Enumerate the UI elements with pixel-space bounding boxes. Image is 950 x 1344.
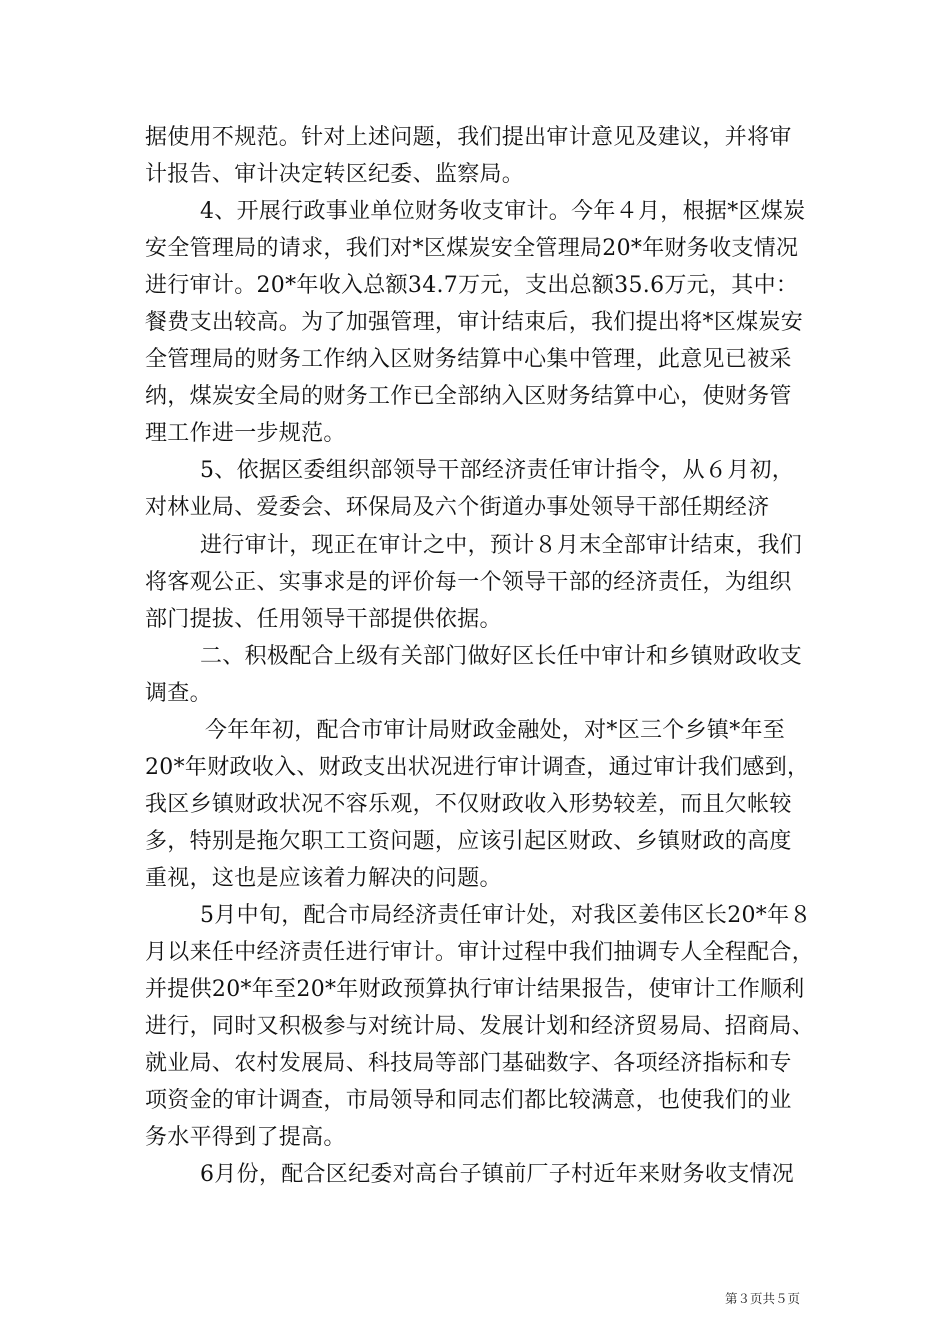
text-line: 5月中旬，配合市局经济责任审计处，对我区姜伟区长20*年８ (200, 903, 812, 928)
text-line: 我区乡镇财政状况不容乐观，不仅财政收入形势较差，而且欠帐较 (145, 792, 792, 817)
section-heading: 调查。 (145, 681, 212, 706)
text-line: 理工作进一步规范。 (145, 421, 346, 446)
text-line: 纳，煤炭安全局的财务工作已全部纳入区财务结算中心，使财务管 (145, 384, 792, 409)
text-line: 进行，同时又积极参与对统计局、发展计划和经济贸易局、招商局、 (145, 1014, 815, 1039)
text-line: 月以来任中经济责任进行审计。审计过程中我们抽调专人全程配合， (145, 940, 815, 965)
text-line: 对林业局、爱委会、环保局及六个街道办事处领导干部任期经济 (145, 495, 770, 520)
section-heading: 二、积极配合上级有关部门做好区长任中审计和乡镇财政收支 (200, 644, 803, 669)
text-line: 项资金的审计调查，市局领导和同志们都比较满意，也使我们的业 (145, 1088, 792, 1113)
text-line: 进行审计。20*年收入总额34.7万元，支出总额35.6万元，其中： (145, 273, 799, 298)
text-line: 将客观公正、实事求是的评价每一个领导干部的经济责任，为组织 (145, 570, 792, 595)
text-line: 计报告、审计决定转区纪委、监察局。 (145, 162, 525, 187)
text-line: 今年年初，配合市审计局财政金融处，对*区三个乡镇*年至 (205, 718, 786, 743)
text-line: 6月份，配合区纪委对高台子镇前厂子村近年来财务收支情况 (200, 1162, 795, 1187)
text-line: 餐费支出较高。为了加强管理，审计结束后，我们提出将*区煤炭安 (145, 310, 804, 335)
text-line: 重视，这也是应该着力解决的问题。 (145, 866, 502, 891)
page-number: 第３页共５页 (724, 1291, 800, 1306)
text-line: 务水平得到了提高。 (145, 1125, 346, 1150)
text-line: 并提供20*年至20*年财政预算执行审计结果报告，使审计工作顺利 (145, 977, 805, 1002)
text-line: 全管理局的财务工作纳入区财务结算中心集中管理，此意见已被采 (145, 347, 792, 372)
text-line: 5、依据区委组织部领导干部经济责任审计指令，从６月初， (200, 458, 795, 483)
text-line: 20*年财政收入、财政支出状况进行审计调查，通过审计我们感到， (145, 755, 810, 780)
text-line: 4、开展行政事业单位财务收支审计。今年４月，根据*区煤炭 (200, 199, 806, 224)
text-line: 部门提拔、任用领导干部提供依据。 (145, 607, 502, 632)
text-line: 多，特别是拖欠职工工资问题，应该引起区财政、乡镇财政的高度 (145, 829, 792, 854)
text-line: 就业局、农村发展局、科技局等部门基础数字、各项经济指标和专 (145, 1051, 792, 1076)
text-line: 进行审计，现正在审计之中，预计８月末全部审计结束，我们 (200, 533, 803, 558)
text-line: 安全管理局的请求，我们对*区煤炭安全管理局20*年财务收支情况 (145, 236, 799, 261)
text-line: 据使用不规范。针对上述问题，我们提出审计意见及建议，并将审 (145, 125, 792, 150)
